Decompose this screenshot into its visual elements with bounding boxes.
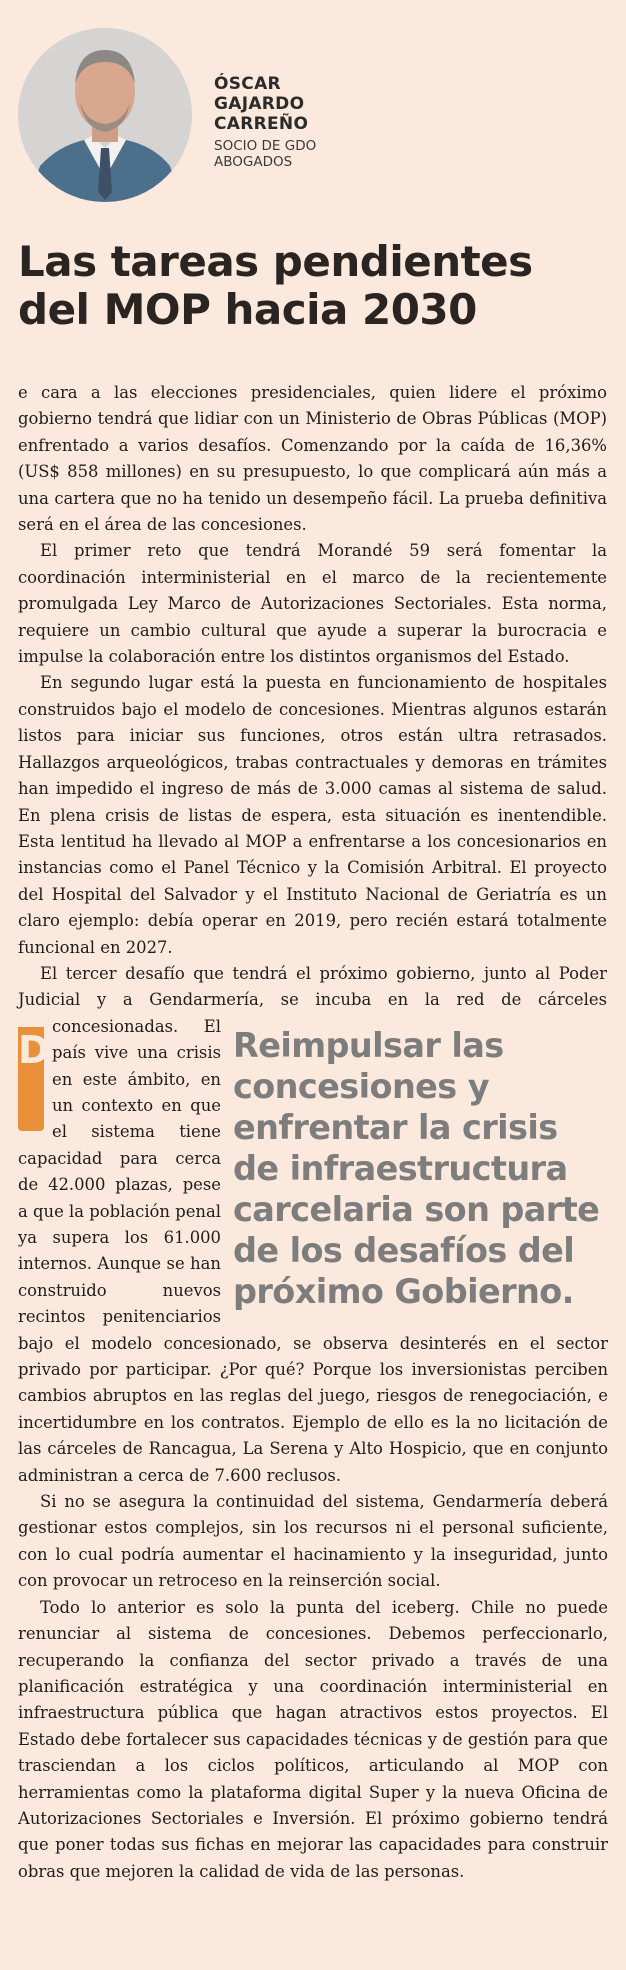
quote-spacer bbox=[607, 380, 608, 1025]
author-block bbox=[18, 28, 618, 208]
article-body bbox=[18, 380, 608, 1885]
drop-cap: D bbox=[18, 1027, 44, 1131]
article-paragraph: El tercer desafío que tendrá el próximo gobierno, junto al Poder Judicial y a Gendarmería, se incuba en la red de cárceles concesionadas. El país vive una crisis en este ámbito, en un contexto en que el sistema tiene capacidad para cerca de 42.000 plazas, pese a que la población penal ya supera los 61.000 internos. Aunque se han construido nuevos recintos penitenciarios bajo el modelo concesionado, se observa desinterés en el sector privado por participar. ¿Por qué? Porque los inversionistas perciben cambios abruptos en las reglas del juego, riesgos de renegociación, e incertidumbre en los contratos. Ejemplo de ello es la no licitación de las cárceles de Rancagua, La Serena y Alto Hospicio, que en conjunto administran a cerca de 7.600 reclusos. bbox=[18, 963, 608, 1485]
paragraph-text: e cara a las elecciones presidenciales, quien lidere el próximo gobierno tendrá que lidiar con un Ministerio de Obras Públicas (MOP) enfrentado a varios desafíos. Comenzando por la caída de 16,36% (US$ 858 millones) en su presupuesto, lo que complicará aún más a una cartera que no ha tenido un desempeño fácil. La prueba definitiva será en el área de las concesiones. bbox=[18, 383, 607, 535]
article-headline: Las tareas pendientes del MOP hacia 2030 bbox=[18, 237, 533, 334]
author-avatar bbox=[18, 28, 192, 202]
article-paragraph: Todo lo anterior es solo la punta del iceberg. Chile no puede renunciar al sistema de concesiones. Debemos perfeccionarlo, recuperando la confianza del sector privado a través de una planificación estratégica y una coordinación interministerial en infraestructura pública que hagan atractivos estos proyectos. El Estado debe fortalecer sus capacidades técnicas y de gestión para que trasciendan a los ciclos políticos, articulando al MOP con herramientas como la plataforma digital Super y la nueva Oficina de Autorizaciones Sectoriales e Inversión. El próximo gobierno tendrá que poner todas sus fichas en mejorar las capacidades para construir obras que mejoren la calidad de vida de las personas. bbox=[18, 1597, 608, 1881]
pull-quote: Reimpulsar las concesiones y enfrentar la crisis de infraestructura carcelaria son parte de los desafíos del próximo Gobierno. bbox=[233, 1026, 600, 1311]
author-portrait-icon bbox=[18, 28, 192, 202]
article-paragraph: El primer reto que tendrá Morandé 59 será fomentar la coordinación interministerial en el marco de la recientemente promulgada Ley Marco de Autorizaciones Sectoriales. Esta norma, requiere un cambio cultural que ayude a superar la burocracia e impulse la colaboración entre los distintos organismos del Estado. bbox=[18, 541, 607, 667]
article-paragraph bbox=[18, 670, 608, 960]
author-name: ÓSCAR GAJARDO CARREÑO bbox=[214, 74, 309, 134]
paragraph-text: En segundo lugar está la puesta en funcionamiento de hospitales construidos bajo el modelo de concesiones. Mientras algunos estarán listos para iniciar sus funciones, otros están ultra retrasados. Hallazgos arqueológicos, trabas contractuales y demoras en trámites han impedido el ingreso de más de 3.000 camas al sistema de salud. En plena crisis de listas de espera, esta situación es inentendible. Esta lentitud ha llevado al MOP a enfrentarse a los concesionarios en instancias como el Panel Técnico y la Comisión Arbitral. El proyecto del Hospital del Salvador y el Instituto Nacional de Geriatría es un claro ejemplo: debía operar en 2019, pero recién estará totalmente funcional en 2027. bbox=[18, 673, 607, 957]
author-role: SOCIO DE GDO ABOGADOS bbox=[214, 138, 317, 170]
article-paragraph: Si no se asegura la continuidad del sistema, Gendarmería deberá gestionar estos complejos, sin los recursos ni el personal suficiente, con lo cual podría aumentar el hacinamiento y la inseguridad, junto con provocar un retroceso en la reinserción social. bbox=[18, 1492, 608, 1591]
author-info bbox=[214, 74, 374, 170]
